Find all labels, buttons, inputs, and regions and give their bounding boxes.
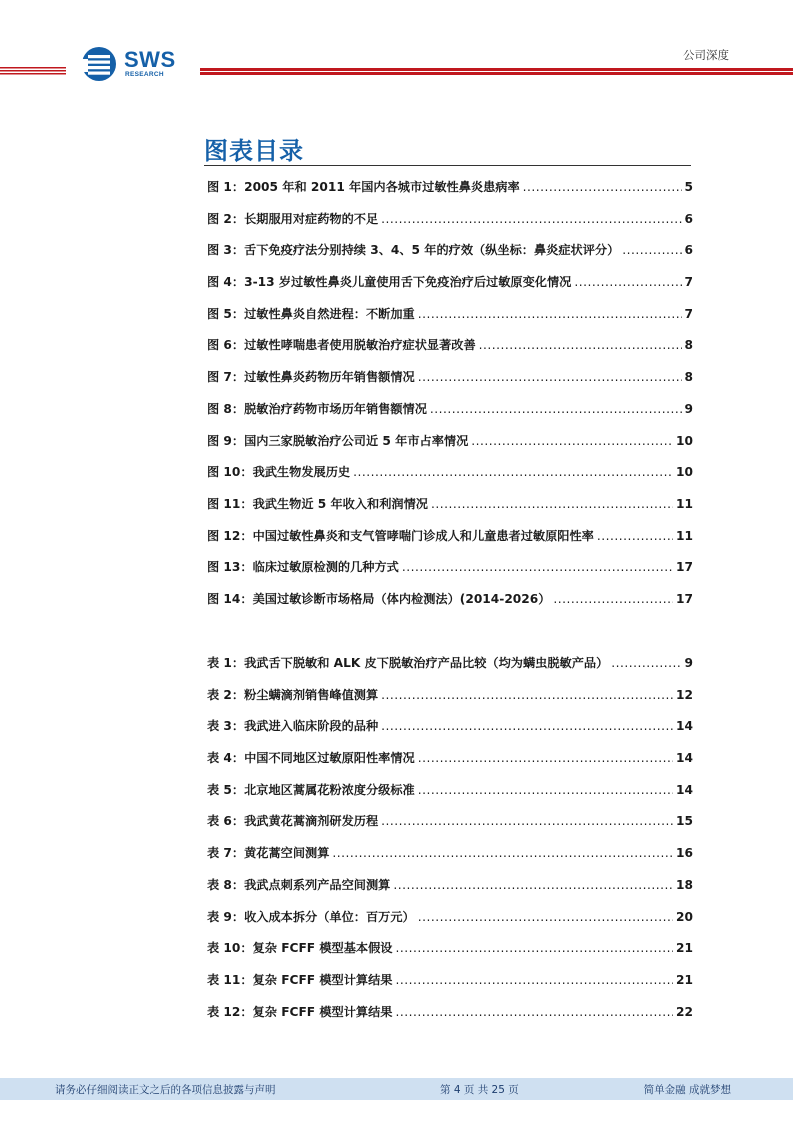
toc-figure-entry[interactable] bbox=[207, 559, 693, 591]
toc-entry-label: 图 8：脱敏治疗药物市场历年销售额情况 bbox=[207, 401, 427, 416]
toc-figure-entry[interactable] bbox=[207, 433, 693, 465]
leader-dots bbox=[418, 306, 682, 323]
toc-figure-entry[interactable] bbox=[207, 242, 693, 274]
toc-entry-label: 表 11：复杂 FCFF 模型计算结果 bbox=[207, 972, 393, 987]
footer-disclaimer: 请务必仔细阅读正文之后的各项信息披露与声明 bbox=[55, 1084, 276, 1096]
leader-dots bbox=[418, 782, 673, 799]
leader-dots bbox=[393, 877, 673, 894]
toc-figure-entry[interactable] bbox=[207, 274, 693, 306]
leader-dots bbox=[332, 845, 673, 862]
page-title: 图表目录 bbox=[204, 137, 304, 165]
toc-entry-label: 图 14：美国过敏诊断市场格局（体内检测法）(2014-2026） bbox=[207, 591, 551, 606]
footer-page-info: 第 4 页 共 25 页 bbox=[440, 1084, 519, 1096]
page-footer bbox=[0, 1078, 793, 1100]
leader-dots bbox=[418, 909, 673, 926]
toc-entry-label: 图 2：长期服用对症药物的不足 bbox=[207, 211, 379, 226]
toc-entry-label: 图 5：过敏性鼻炎自然进程：不断加重 bbox=[207, 306, 415, 321]
toc-entry-label: 表 7：黄花蒿空间测算 bbox=[207, 846, 330, 861]
toc-table-entry[interactable] bbox=[207, 687, 693, 719]
toc-figure-entry[interactable] bbox=[207, 306, 693, 338]
leader-dots bbox=[471, 433, 673, 450]
toc-figure-entry[interactable] bbox=[207, 211, 693, 243]
toc-table-entry[interactable] bbox=[207, 972, 693, 1004]
toc-entry-page: 16 bbox=[676, 846, 693, 861]
toc-figure-entry[interactable] bbox=[207, 337, 693, 369]
toc-entry-page: 6 bbox=[684, 243, 693, 258]
toc-entry-page: 9 bbox=[684, 656, 693, 670]
leader-dots bbox=[381, 718, 673, 735]
toc-entry-label: 表 9：收入成本拆分（单位：百万元） bbox=[207, 909, 415, 924]
leader-dots bbox=[574, 274, 681, 291]
toc-entry-page: 18 bbox=[676, 877, 693, 892]
leader-dots bbox=[418, 750, 673, 767]
toc-entry-page: 15 bbox=[676, 814, 693, 829]
leader-dots bbox=[430, 401, 682, 418]
leader-dots bbox=[381, 813, 673, 830]
toc-entry-label: 表 12：复杂 FCFF 模型计算结果 bbox=[207, 1004, 393, 1019]
toc-table-entry[interactable] bbox=[207, 845, 693, 877]
toc-entry-label: 表 1：我武舌下脱敏和 ALK 皮下脱敏治疗产品比较（均为螨虫脱敏产品） bbox=[207, 656, 609, 670]
toc-entry-page: 14 bbox=[676, 782, 693, 797]
toc-entry-label: 表 6：我武黄花蒿滴剂研发历程 bbox=[207, 814, 379, 829]
toc-table-entry[interactable] bbox=[207, 813, 693, 845]
toc-entry-label: 表 2：粉尘螨滴剂销售峰值测算 bbox=[207, 687, 379, 702]
header-left-rule bbox=[0, 67, 66, 75]
toc-figure-entry[interactable] bbox=[207, 591, 693, 623]
toc-entry-label: 图 9：国内三家脱敏治疗公司近 5 年市占率情况 bbox=[207, 433, 469, 448]
toc-entry-page: 21 bbox=[676, 941, 693, 956]
leader-dots bbox=[622, 242, 681, 259]
figure-list bbox=[207, 179, 693, 623]
toc-entry-page: 14 bbox=[676, 751, 693, 766]
toc-entry-label: 表 10：复杂 FCFF 模型基本假设 bbox=[207, 941, 393, 956]
footer-slogan: 简单金融 成就梦想 bbox=[643, 1084, 731, 1096]
toc-entry-page: 6 bbox=[684, 211, 693, 226]
toc-entry-label: 表 4：中国不同地区过敏原阳性率情况 bbox=[207, 751, 415, 766]
leader-dots bbox=[553, 591, 673, 608]
toc-entry-label: 图 4：3-13 岁过敏性鼻炎儿童使用舌下免疫治疗后过敏原变化情况 bbox=[207, 275, 572, 290]
toc-entry-page: 14 bbox=[676, 719, 693, 734]
report-type-label: 公司深度 bbox=[683, 48, 729, 62]
toc-entry-page: 22 bbox=[676, 1004, 693, 1019]
leader-dots bbox=[395, 972, 673, 989]
toc-table-entry[interactable] bbox=[207, 909, 693, 941]
toc-entry-page: 20 bbox=[676, 909, 693, 924]
leader-dots bbox=[479, 337, 682, 354]
toc-figure-entry[interactable] bbox=[207, 401, 693, 433]
toc-entry-page: 7 bbox=[684, 275, 693, 290]
table-list bbox=[207, 655, 693, 1035]
toc-entry-label: 图 7：过敏性鼻炎药物历年销售额情况 bbox=[207, 370, 415, 385]
leader-dots bbox=[395, 940, 673, 957]
toc-table-entry[interactable] bbox=[207, 877, 693, 909]
toc-entry-page: 11 bbox=[676, 496, 693, 511]
header-right-rule bbox=[200, 68, 793, 75]
toc-table-entry[interactable] bbox=[207, 782, 693, 814]
toc-entry-label: 表 3：我武进入临床阶段的品种 bbox=[207, 719, 379, 734]
toc-entry-label: 图 10：我武生物发展历史 bbox=[207, 465, 351, 480]
toc-figure-entry[interactable] bbox=[207, 369, 693, 401]
toc-entry-page: 21 bbox=[676, 972, 693, 987]
toc-figure-entry[interactable] bbox=[207, 464, 693, 496]
toc-entry-label: 图 11：我武生物近 5 年收入和利润情况 bbox=[207, 496, 428, 511]
toc-entry-page: 7 bbox=[684, 306, 693, 321]
toc-entry-label: 图 12：中国过敏性鼻炎和支气管哮喘门诊成人和儿童患者过敏原阳性率 bbox=[207, 528, 594, 543]
toc-figure-entry[interactable] bbox=[207, 496, 693, 528]
leader-dots bbox=[611, 655, 681, 672]
logo-subtext: RESEARCH bbox=[125, 71, 164, 78]
toc-table-entry[interactable] bbox=[207, 750, 693, 782]
leader-dots bbox=[523, 179, 682, 196]
toc-entry-page: 17 bbox=[676, 591, 693, 606]
title-divider bbox=[204, 165, 691, 166]
toc-table-entry[interactable] bbox=[207, 655, 693, 687]
toc-entry-label: 表 8：我武点刺系列产品空间测算 bbox=[207, 877, 391, 892]
leader-dots bbox=[418, 369, 682, 386]
leader-dots bbox=[597, 528, 673, 545]
leader-dots bbox=[395, 1004, 673, 1021]
toc-table-entry[interactable] bbox=[207, 940, 693, 972]
toc-entry-label: 图 13：临床过敏原检测的几种方式 bbox=[207, 560, 399, 575]
leader-dots bbox=[381, 687, 673, 704]
toc-entry-page: 11 bbox=[676, 528, 693, 543]
toc-entry-page: 10 bbox=[676, 433, 693, 448]
toc-figure-entry[interactable] bbox=[207, 528, 693, 560]
toc-entry-page: 10 bbox=[676, 465, 693, 480]
leader-dots bbox=[431, 496, 673, 513]
toc-entry-page: 17 bbox=[676, 560, 693, 575]
toc-table-entry[interactable] bbox=[207, 1004, 693, 1036]
toc-figure-entry[interactable] bbox=[207, 179, 693, 211]
leader-dots bbox=[381, 211, 681, 228]
toc-entry-label: 表 5：北京地区蒿属花粉浓度分级标准 bbox=[207, 782, 415, 797]
toc-entry-label: 图 1：2005 年和 2011 年国内各城市过敏性鼻炎患病率 bbox=[207, 180, 520, 194]
toc-entry-label: 图 3：舌下免疫疗法分别持续 3、4、5 年的疗效（纵坐标：鼻炎症状评分） bbox=[207, 243, 620, 258]
toc-entry-page: 5 bbox=[684, 180, 693, 194]
leader-dots bbox=[353, 464, 673, 481]
toc-entry-page: 12 bbox=[676, 687, 693, 702]
toc-entry-page: 8 bbox=[684, 370, 693, 385]
logo-text: SWS bbox=[124, 47, 176, 72]
toc-table-entry[interactable] bbox=[207, 718, 693, 750]
toc-entry-page: 9 bbox=[684, 401, 693, 416]
toc-entry-page: 8 bbox=[684, 338, 693, 353]
toc-entry-label: 图 6：过敏性哮喘患者使用脱敏治疗症状显著改善 bbox=[207, 338, 476, 353]
leader-dots bbox=[402, 559, 673, 576]
